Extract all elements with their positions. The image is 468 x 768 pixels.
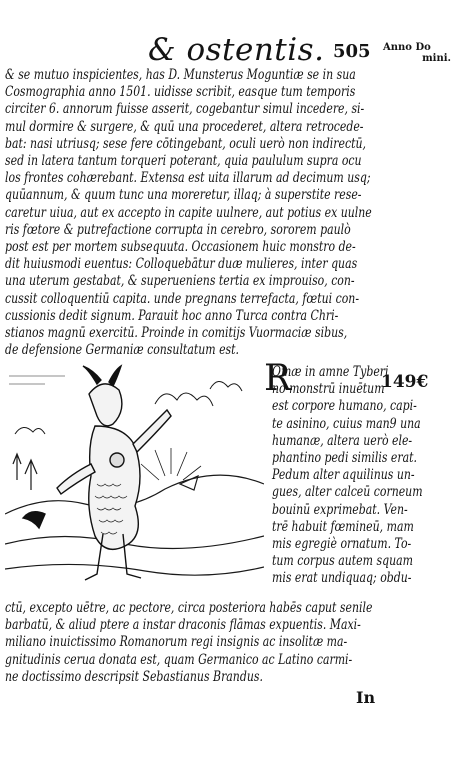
text-line: ne doctissimo descripsit Sebastianus Brandus. xyxy=(5,668,263,685)
main-text xyxy=(5,67,377,359)
text-line: & se mutuo inspicientes, has D. Munsterus Moguntiæ se in sua xyxy=(5,67,356,83)
page-header xyxy=(0,32,468,72)
text-line: sed in latera tantum torqueri poterant, quia paululum supra ocu xyxy=(5,153,362,170)
text-line: circiter 6. annorum fuisse asserit, cogebantur simul incedere, si- xyxy=(5,101,365,118)
page-number: 505 xyxy=(333,41,371,62)
text-line: no monstrū inuētum xyxy=(272,381,385,398)
text-line: humanæ, altera uerò ele- xyxy=(272,432,413,449)
text-line: trē habuit fœmineū, mam xyxy=(272,518,414,535)
text-line: los frontes cohærebant. Extensa est uita illarum ad decimum usq; xyxy=(5,170,371,187)
text-line: caretur uiua, aut ex accepto in capite uulnere, aut potius ex uulne xyxy=(5,204,372,221)
text-line: est corpore humano, capi- xyxy=(272,398,417,415)
text-line: Omæ in amne Tyberi xyxy=(272,364,389,380)
margin-note-line: mini. xyxy=(422,53,451,64)
text-line: Cosmographia anno 1501. uidisse scribit, easque tum temporis xyxy=(5,84,356,101)
text-line: de defensione Germaniæ consultatum est. xyxy=(5,342,240,359)
running-title: & ostentis. xyxy=(148,32,325,68)
text-line: barbatū, & aliud ptere a instar draconis flāmas expuentis. Maxi- xyxy=(5,617,361,634)
catchword: In xyxy=(356,688,376,707)
text-line: bouinū exprimebat. Ven- xyxy=(272,501,408,518)
text-line: quūannum, & quum tunc una moreretur, illaq; à superstite rese- xyxy=(5,187,362,204)
text-line: ctū, excepto uētre, ac pectore, circa posteriora habēs caput senile xyxy=(5,600,373,616)
text-line: te asinino, cuius man9 una xyxy=(272,415,421,432)
text-line: mul dormire & surgere, & quū una procederet, altera retrocede- xyxy=(5,118,364,135)
text-line: mis egregiè ornatum. To- xyxy=(272,536,412,553)
margin-note-anno-domini xyxy=(383,42,453,64)
woodcut-sky xyxy=(9,376,242,434)
text-line: bat: nasi utriusq; sese fere cōtingebant, oculi uerò non indirectū, xyxy=(5,135,367,152)
woodcut-sun-rays xyxy=(141,448,201,480)
woodcut-illustration xyxy=(5,364,264,600)
text-line: cussit colloquentiū capita. unde pregnans terrefacta, fœtui con- xyxy=(5,290,360,307)
text-line: tum corpus autem squam xyxy=(272,553,413,570)
text-line: una uterum gestabat, & superueniens tertia ex improuiso, con- xyxy=(5,273,355,290)
drop-cap: R xyxy=(264,358,292,399)
text-line: mis erat undiquaq; obdu- xyxy=(272,570,412,587)
margin-year: 149€ xyxy=(381,372,429,392)
text-line: post est per mortem subsequuta. Occasionem huic monstro de- xyxy=(5,239,356,256)
text-line: Pedum alter aquilinus un- xyxy=(272,467,415,484)
text-line: gues, alter calceū corneum xyxy=(272,484,423,501)
text-line: dit huiusmodi euentus: Colloquebātur duæ mulieres, inter quas xyxy=(5,256,358,273)
text-line: cussionis dedit signum. Parauit hoc anno Turca contra Chri- xyxy=(5,307,339,324)
text-line: gnitudinis cerua donata est, quam Germanico ac Latino carmi- xyxy=(5,651,353,668)
text-line: stianos magnū exercitū. Proinde in comitijs Vuormaciæ sibus, xyxy=(5,325,348,342)
bottom-text xyxy=(5,600,377,686)
text-line: phantino pedi similis erat. xyxy=(272,450,417,467)
text-line: ris fœtore & putrefactione corrupta in cerebro, sororem paulò xyxy=(5,221,351,238)
text-line: miliano inuictissimo Romanorum regi insignis ac insolitæ ma- xyxy=(5,634,348,651)
margin-note-line: Anno Do xyxy=(383,42,431,53)
